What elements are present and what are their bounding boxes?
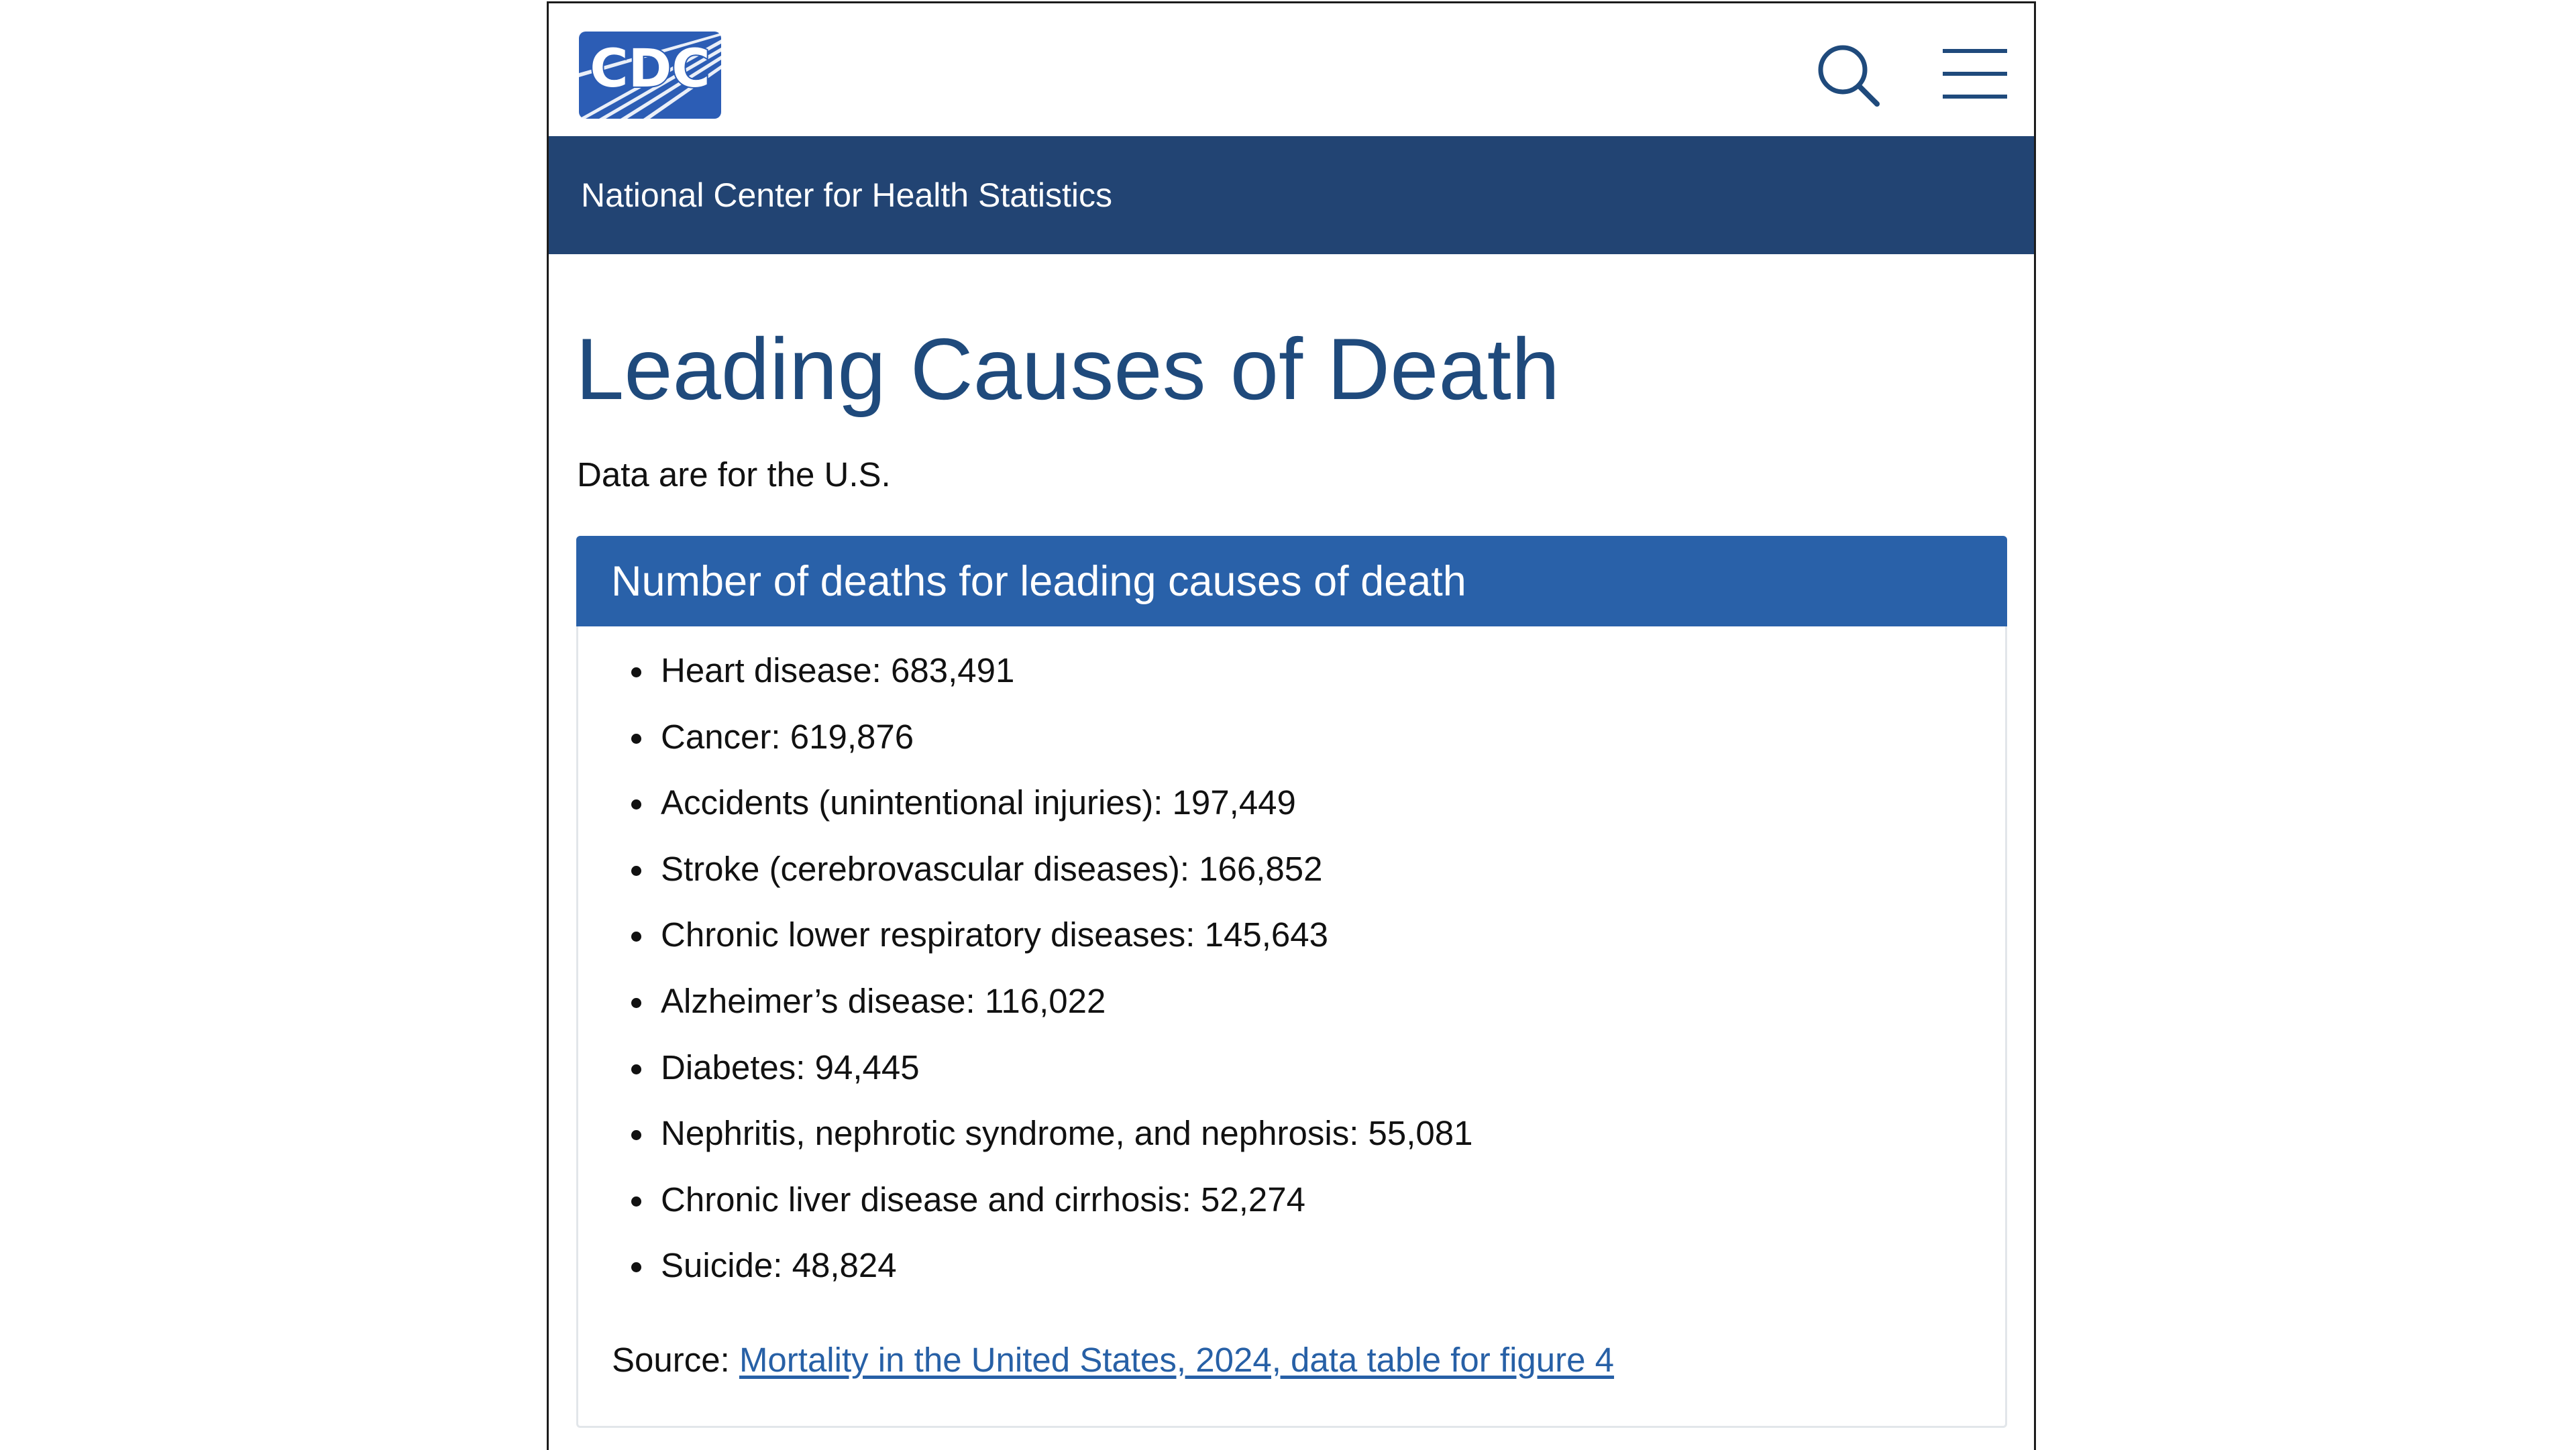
bullet-icon <box>631 866 641 876</box>
source-label: Source: <box>612 1341 739 1379</box>
bullet-icon <box>631 734 641 744</box>
list-item-label: Heart disease: 683,491 <box>661 651 1015 689</box>
logo-text: CDC <box>590 39 710 99</box>
bullet-icon <box>631 1262 641 1272</box>
list-item-label: Nephritis, nephrotic syndrome, and nephrosis: 55,081 <box>661 1114 1473 1153</box>
banner-title[interactable]: National Center for Health Statistics <box>581 176 1113 214</box>
bullet-icon <box>631 998 641 1008</box>
cdc-logo[interactable] <box>579 32 721 119</box>
list-item-label: Alzheimer’s disease: 116,022 <box>661 981 1106 1020</box>
list-item <box>578 782 1473 848</box>
bullet-icon <box>631 932 641 942</box>
list-item-label: Chronic lower respiratory diseases: 145,643 <box>661 915 1328 954</box>
bullet-icon <box>631 1130 641 1140</box>
list-item <box>578 1245 1473 1311</box>
list-item <box>578 981 1473 1047</box>
bullet-icon <box>631 1064 641 1074</box>
page-subtitle: Data are for the U.S. <box>577 455 891 494</box>
list-item-label: Chronic liver disease and cirrhosis: 52,274 <box>661 1180 1305 1219</box>
search-icon[interactable] <box>1815 42 1882 109</box>
list-item <box>578 650 1473 716</box>
card-title: Number of deaths for leading causes of death <box>611 558 1466 605</box>
list-item-label: Stroke (cerebrovascular diseases): 166,852 <box>661 849 1323 888</box>
source-link[interactable]: Mortality in the United States, 2024, data table for figure 4 <box>739 1341 1615 1379</box>
bullet-icon <box>631 667 641 677</box>
list-item <box>578 1113 1473 1179</box>
source-line <box>612 1339 1614 1381</box>
bullet-icon <box>631 1196 641 1207</box>
site-header <box>549 3 2034 136</box>
causes-list <box>578 650 1473 1311</box>
deaths-card <box>576 536 2007 1428</box>
page-title: Leading Causes of Death <box>576 320 1560 418</box>
bullet-icon <box>631 799 641 810</box>
list-item <box>578 716 1473 783</box>
list-item-label: Suicide: 48,824 <box>661 1246 897 1285</box>
list-item <box>578 914 1473 981</box>
site-banner <box>549 136 2034 254</box>
card-header <box>576 536 2007 626</box>
hamburger-menu-icon[interactable] <box>1943 46 2007 101</box>
list-item-label: Diabetes: 94,445 <box>661 1048 920 1086</box>
list-item <box>578 848 1473 915</box>
list-item-label: Cancer: 619,876 <box>661 717 914 756</box>
list-item-label: Accidents (unintentional injuries): 197,449 <box>661 783 1296 822</box>
list-item <box>578 1179 1473 1245</box>
page-frame <box>547 1 2036 1450</box>
list-item <box>578 1047 1473 1113</box>
